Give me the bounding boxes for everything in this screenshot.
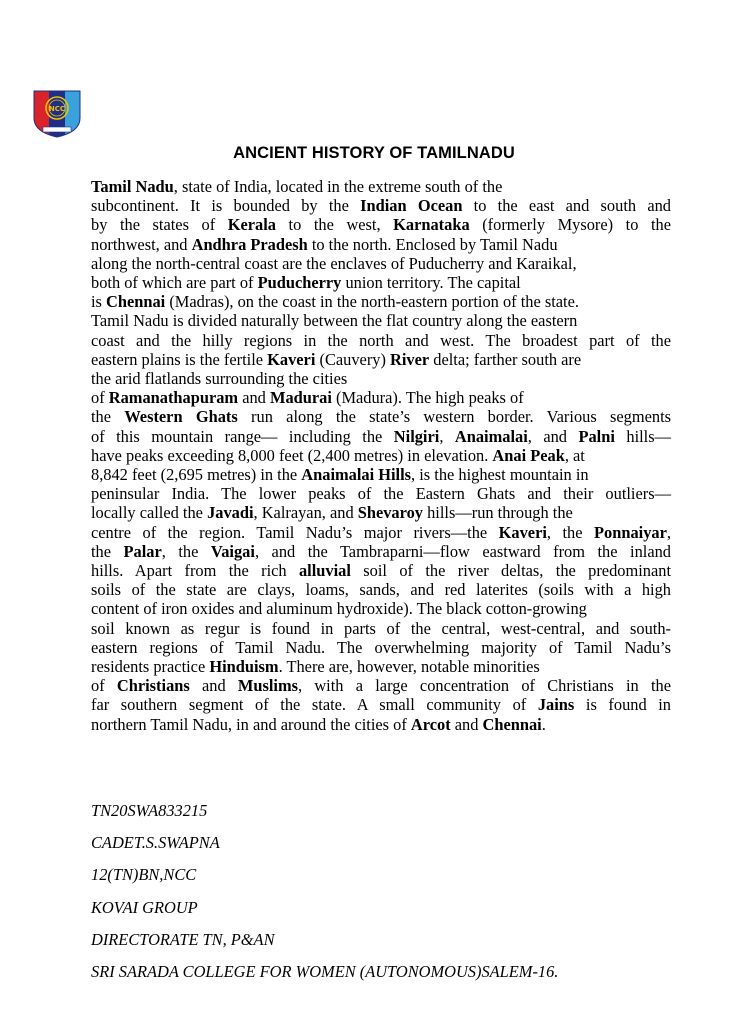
keyword-text: Puducherry — [257, 273, 342, 293]
keyword-text: Jains — [537, 695, 575, 715]
body-line — [91, 311, 671, 330]
body-text-segment: run along the state’s western border. Various segments — [237, 407, 671, 427]
body-text-segment: the arid flatlands surrounding the cities — [91, 369, 348, 389]
body-text-segment: content of iron oxides and aluminum hydroxide). The black cotton-growing — [91, 599, 587, 619]
body-line — [91, 523, 671, 542]
keyword-text: Hinduism — [209, 657, 279, 677]
body-text-segment: have peaks exceeding 8,000 feet (2,400 metres) in elevation. — [91, 445, 493, 465]
body-text-segment: coast and the hilly regions in the north and west. The broadest part of the — [91, 330, 671, 350]
keyword-text: Muslims — [237, 676, 299, 696]
body-text-segment: . — [541, 714, 546, 734]
body-text-segment: , and — [527, 426, 579, 446]
body-text-segment: soils of the state are clays, loams, sands, and red laterites (soils with a high — [91, 580, 671, 600]
body-text-segment: soil known as regur is found in parts of the central, west-central, and south- — [91, 618, 671, 638]
keyword-text: Karnataka — [393, 215, 470, 235]
keyword-text: Anaimalai — [454, 426, 528, 446]
body-line — [91, 580, 671, 599]
body-text-segment: union territory. The capital — [341, 273, 521, 293]
keyword-text: Western Ghats — [124, 407, 238, 427]
body-text-segment: of — [91, 676, 117, 696]
document-title: ANCIENT HISTORY OF TAMILNADU — [233, 144, 515, 162]
body-line — [91, 407, 671, 426]
body-text-segment: locally called the — [91, 503, 208, 523]
body-text-segment: northern Tamil Nadu, in and around the cities of — [91, 714, 411, 734]
signature-block — [91, 795, 558, 988]
keyword-text: Indian Ocean — [360, 196, 463, 216]
body-text-segment: , the — [546, 522, 595, 542]
keyword-text: Anai Peak — [492, 445, 565, 465]
body-text-segment: along the north-central coast are the enclaves of Puducherry and Karaikal, — [91, 253, 577, 273]
body-line — [91, 292, 671, 311]
body-line — [91, 273, 671, 292]
body-text-segment: delta; farther south are — [429, 349, 582, 369]
body-text-segment: 8,842 feet (2,695 metres) in the — [91, 465, 302, 485]
keyword-text: Kerala — [227, 215, 276, 235]
body-text-segment: of this mountain range— including the — [91, 426, 394, 446]
body-text-segment: , and the Tambraparni—flow eastward from the inland — [254, 541, 671, 561]
body-text-segment: , the — [161, 541, 211, 561]
keyword-text: Javadi — [207, 503, 254, 523]
body-text-segment: to the west, — [275, 215, 394, 235]
keyword-text: Chennai — [482, 714, 542, 734]
body-line — [91, 369, 671, 388]
body-line — [91, 503, 671, 522]
logo-text: NCC — [48, 105, 66, 113]
body-line — [91, 427, 671, 446]
body-text-segment: peninsular India. The lower peaks of the Eastern Ghats and their outliers— — [91, 484, 671, 504]
body-text-segment: by the states of — [91, 215, 228, 235]
body-text-segment: subcontinent. It is bounded by the — [91, 196, 361, 216]
body-text-segment: , is the highest mountain in — [411, 465, 589, 485]
body-text-segment: is found in — [574, 695, 671, 715]
body-text-segment: (formerly Mysore) to the — [469, 215, 672, 235]
body-text-segment: , with a large concentration of Christians in the — [298, 676, 671, 696]
college-name: SRI SARADA COLLEGE FOR WOMEN (AUTONOMOUS)SALEM-16. — [91, 962, 559, 982]
body-line — [91, 619, 671, 638]
keyword-text: Palar — [123, 541, 162, 561]
ncc-logo-icon — [32, 88, 82, 138]
body-text-segment: (Madras), on the coast in the north-eastern portion of the state. — [165, 292, 579, 312]
keyword-text: Ponnaiyar — [594, 522, 667, 542]
cadet-number: TN20SWA833215 — [91, 801, 208, 820]
keyword-text: Arcot — [410, 714, 451, 734]
body-line — [91, 715, 671, 734]
keyword-text: Kaveri — [498, 522, 547, 542]
body-line — [91, 177, 671, 196]
body-text-segment: , at — [564, 445, 585, 465]
body-line — [91, 638, 671, 657]
body-text-segment: (Madura). The high peaks of — [331, 388, 524, 408]
body-text-segment: . There are, however, notable minorities — [278, 657, 540, 677]
keyword-text: Vaigai — [210, 541, 255, 561]
battalion: 12(TN)BN,NCC — [91, 865, 197, 885]
body-line — [91, 561, 671, 580]
keyword-text: River — [390, 349, 430, 369]
keyword-text: Kaveri — [267, 349, 316, 369]
body-line — [91, 676, 671, 695]
body-text-segment: eastern plains is the fertile — [91, 349, 268, 369]
body-text-segment: centre of the region. Tamil Nadu’s major rivers—the — [91, 522, 499, 542]
body-paragraph — [91, 177, 671, 734]
body-text-segment: eastern regions of Tamil Nadu. The overwhelming majority of Tamil Nadu’s — [91, 637, 671, 657]
body-text-segment: of — [91, 388, 109, 408]
keyword-text: Anaimalai Hills — [301, 465, 412, 485]
keyword-text: Tamil Nadu — [91, 177, 174, 196]
keyword-text: Nilgiri — [393, 426, 440, 446]
keyword-text: Andhra Pradesh — [191, 234, 308, 254]
body-text-segment: to the east and south and — [462, 196, 671, 216]
body-line — [91, 484, 671, 503]
body-text-segment: , state of India, located in the extreme south of the — [173, 177, 503, 196]
body-text-segment: hills—run through the — [423, 503, 573, 523]
body-line — [91, 235, 671, 254]
body-text-segment: (Cauvery) — [315, 349, 391, 369]
body-text-segment: and — [189, 676, 238, 696]
body-line — [91, 657, 671, 676]
body-line — [91, 599, 671, 618]
cadet-name: CADET.S.SWAPNA — [91, 833, 220, 853]
body-line — [91, 446, 671, 465]
body-text-segment: far southern segment of the state. A small community of — [91, 695, 538, 715]
keyword-text: Ramanathapuram — [108, 388, 239, 408]
body-line — [91, 350, 671, 369]
keyword-text: Madurai — [269, 388, 332, 408]
body-text-segment: the — [91, 407, 125, 427]
body-text-segment: the — [91, 541, 124, 561]
body-text-segment: , Kalrayan, and — [253, 503, 358, 523]
body-text-segment: hills. Apart from the rich — [91, 561, 299, 581]
body-line — [91, 695, 671, 714]
body-text-segment: , — [439, 426, 455, 446]
body-text-segment: both of which are part of — [91, 273, 258, 293]
directorate: DIRECTORATE TN, P&AN — [91, 929, 275, 949]
body-text-segment: is — [91, 292, 107, 312]
body-text-segment: to the north. Enclosed by Tamil Nadu — [307, 234, 558, 254]
body-line — [91, 388, 671, 407]
body-line — [91, 542, 671, 561]
body-line — [91, 215, 671, 234]
body-line — [91, 465, 671, 484]
body-text-segment: , — [666, 522, 671, 542]
body-line — [91, 254, 671, 273]
body-text-segment: and — [450, 714, 483, 734]
body-text-segment: and — [238, 388, 270, 408]
body-text-segment: northwest, and — [91, 234, 192, 254]
keyword-text: Palni — [578, 426, 615, 446]
body-text-segment: Tamil Nadu is divided naturally between the flat country along the eastern — [91, 311, 578, 331]
body-text-segment: soil of the river deltas, the predominant — [350, 561, 671, 581]
group-name: KOVAI GROUP — [91, 897, 198, 917]
keyword-text: Christians — [116, 676, 190, 696]
body-text-segment: residents practice — [91, 657, 210, 677]
keyword-text: Chennai — [106, 292, 166, 312]
keyword-text: alluvial — [298, 561, 351, 581]
body-line — [91, 196, 671, 215]
keyword-text: Shevaroy — [357, 503, 424, 523]
body-line — [91, 331, 671, 350]
body-text-segment: hills— — [614, 426, 672, 446]
